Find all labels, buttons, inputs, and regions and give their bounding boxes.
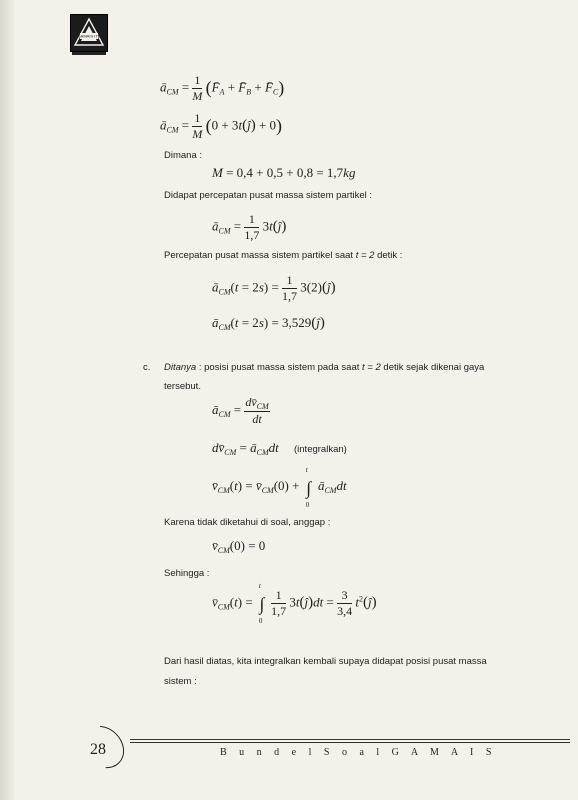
- logo-underline: [72, 52, 106, 55]
- item-c-label: c.: [143, 362, 151, 373]
- equation-velocity-result: $v̄_{CM}(t)$ = t ∫ 0 $\frac{1}{1,7}$ 3t(ĵ)dt = $\frac{3}{3,4}$ $t^2(ĵ)$: [212, 582, 377, 626]
- item-c-question-line2: tersebut.: [164, 381, 201, 392]
- page-number: 28: [90, 741, 106, 758]
- svg-text:GAMAIS ITB: GAMAIS ITB: [77, 33, 101, 39]
- equation-dv: $dv̄_{CM}$ = $ā_{CM}dt$ (integralkan): [212, 440, 347, 457]
- equation-acm-result: $ā_{CM}$ = $\frac{1}{1,7}$ 3t(ĵ): [212, 212, 287, 242]
- equation-v0: $v̄_{CM}(0) = 0$: [212, 538, 266, 555]
- label-integralkan: (integralkan): [294, 444, 347, 455]
- equation-total-mass: M = 0,4 + 0,5 + 0,8 = 1,7kg: [212, 165, 356, 180]
- footer-rule: [130, 739, 570, 740]
- label-dimana: Dimana :: [164, 150, 203, 161]
- equation-acm-t2: $ā_{CM}(t = 2s)$ = $\frac{1}{1,7}$ 3(2)(ĵ): [212, 273, 336, 303]
- footer-rule-secondary: [130, 742, 570, 743]
- text-sehingga: Sehingga :: [164, 568, 210, 579]
- text-karena: Karena tidak diketahui di soal, anggap :: [164, 517, 331, 528]
- item-c-question: Ditanya : posisi pusat massa sistem pada saat t = 2 detik sejak dikenai gaya: [164, 362, 485, 373]
- text-didapat: Didapat percepatan pusat massa sistem partikel :: [164, 190, 373, 201]
- equation-acm-t2-value: $ā_{CM}(t = 2s)$ = 3,529(ĵ): [212, 315, 325, 332]
- text-dari-hasil: Dari hasil diatas, kita integralkan kembali supaya didapat posisi pusat massa: [164, 656, 487, 667]
- equation-acm-derivative: $ā_{CM}$ = $\frac{dv̄_{CM}}{dt}$: [212, 395, 269, 426]
- footer-title: B u n d e l S o a l G A M A I S: [220, 747, 497, 758]
- text-percepatan-saat: Percepatan pusat massa sistem partikel saat t = 2 detik :: [164, 250, 403, 261]
- equation-velocity-integral: $v̄_{CM}(t)$ = $v̄_{CM}(0)$ + t ∫ 0 $ā_{CM}dt$: [212, 466, 347, 509]
- gamais-logo: [70, 14, 108, 52]
- document-page: [10, 0, 570, 800]
- text-sistem: sistem :: [164, 676, 197, 687]
- equation-acm-substituted: $ā_{CM}$ = $\frac{1}{M}$ (0 + 3t(ĵ) + 0): [160, 111, 283, 141]
- equation-acm-forces: $ā_{CM}$ = $\frac{1}{M}$ ($F̄_A$ + $F̄_B$ + $F̄_C$): [160, 73, 285, 103]
